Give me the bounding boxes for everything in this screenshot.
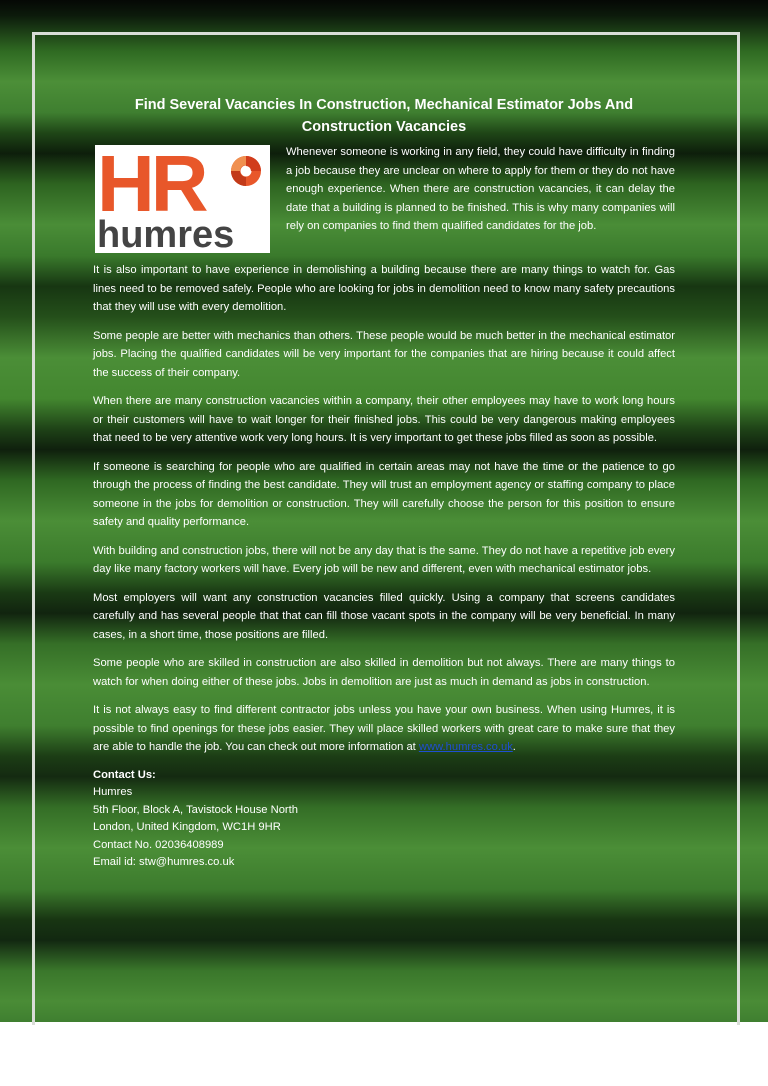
contact-address-line-1: 5th Floor, Block A, Tavistock House North bbox=[93, 803, 298, 816]
intro-section bbox=[93, 143, 675, 256]
paragraph-2: Some people are better with mechanics than others. These people would be much better in the mechanical estimator jobs. Placing the qualified candidates will be very important for the companies that are hiring because it could affect the success of their company. bbox=[93, 329, 675, 379]
paragraph-1: It is also important to have experience in demolishing a building because there are many things to watch for. Gas lines need to be removed safely. People who are looking for jobs in demolition need to know many safety precautions that they will use with every demolition. bbox=[93, 264, 675, 313]
contact-block bbox=[93, 767, 675, 873]
paragraph-8-end: . bbox=[512, 741, 516, 753]
humres-website-link[interactable]: www.humres.co.uk bbox=[418, 741, 513, 753]
paragraph-3: When there are many construction vacancies within a company, their other employees may have to work long hours or their customers will have to wait longer for their finished jobs. This could be very dangerous making employees that need to be very attentive work very long hours. It is very important to get these jobs filled as soon as possible. bbox=[93, 395, 675, 444]
logo-hr-text: HR bbox=[97, 145, 205, 228]
paragraph-8-text: It is not always easy to find different contractor jobs unless you have your own business. When using Humres, it is possible to find openings for these jobs easier. They will place skilled workers with great care to make sure that they are able to handle the job. You can check out more information at bbox=[93, 704, 675, 753]
humres-logo bbox=[95, 145, 270, 253]
humres-logo-graphic bbox=[95, 145, 270, 253]
paragraph-5: With building and construction jobs, there will not be any day that is the same. They do not have a repetitive job every day like many factory workers will have. Every job will be new and different, even with mechanical estimator jobs. bbox=[93, 544, 675, 575]
page-title: Find Several Vacancies In Construction, Mechanical Estimator Jobs And Construction Vacancies bbox=[134, 97, 634, 135]
contact-company: Humres bbox=[93, 786, 133, 799]
logo-brand-text: humres bbox=[97, 214, 235, 253]
article bbox=[93, 94, 675, 872]
intro-paragraph: Whenever someone is working in any field, they could have difficulty in finding a job because they are unclear on where to apply for them or they do not have enough experience. When there are construction vacancies, it can delay the date that a building is planned to be finished. This is why many companies will rely on companies to find them qualified candidates for the job. bbox=[286, 146, 675, 233]
humres-logo-swirl-icon bbox=[231, 156, 261, 186]
contact-phone: Contact No. 02036408989 bbox=[93, 838, 224, 851]
contact-heading: Contact Us: bbox=[93, 768, 156, 781]
paragraph-4: If someone is searching for people who are qualified in certain areas may not have the time or the patience to go through the process of finding the best candidate. They will trust an employment agency or staffing company to place someone in the jobs for demolition or construction. They will carefully choose the person for this position to ensure safety and quality performance. bbox=[93, 460, 675, 528]
paragraph-8 bbox=[93, 701, 675, 757]
contact-email: Email id: stw@humres.co.uk bbox=[93, 856, 235, 869]
paragraph-6: Most employers will want any construction vacancies filled quickly. Using a company that screens candidates carefully and has several people that that can fill those vacant spots in the company will be very beneficial. In many cases, in a short time, those positions are filled. bbox=[93, 591, 675, 641]
paragraph-7: Some people who are skilled in construction are also skilled in demolition but not always. There are many things to watch for when doing either of these jobs. Jobs in demolition are just as much in demand as jobs in construction. bbox=[93, 657, 675, 688]
contact-address-line-2: London, United Kingdom, WC1H 9HR bbox=[93, 821, 281, 834]
